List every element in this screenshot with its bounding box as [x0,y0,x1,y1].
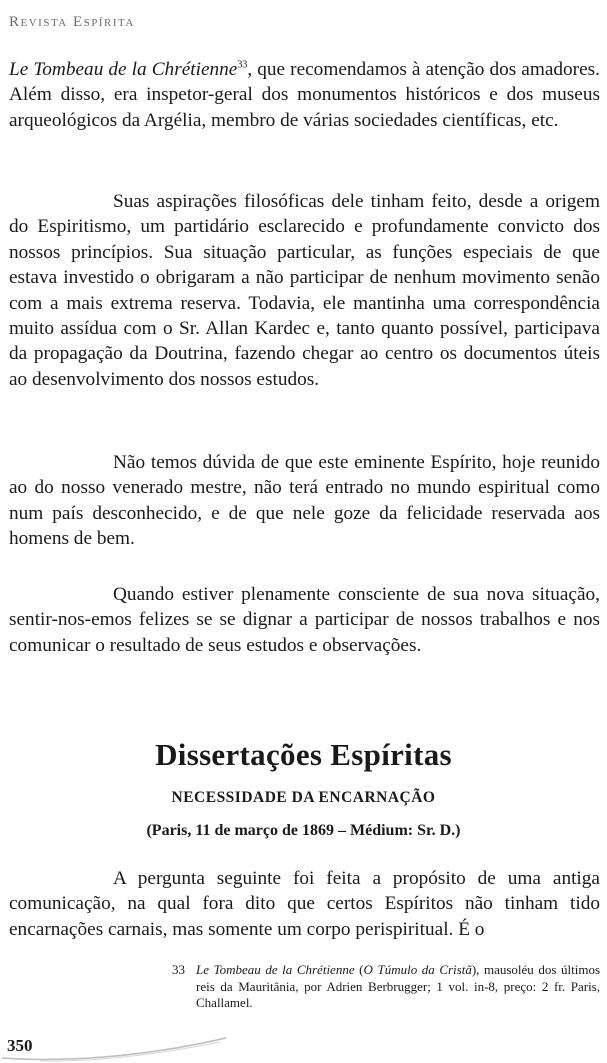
footnote [172,962,600,1012]
page-number: 350 [7,1036,33,1055]
footnote-title-pt: O Túmulo da Cristã [363,962,472,977]
section-subtitle: NECESSIDADE DA ENCARNAÇÃO [171,789,436,806]
section-title: Dissertações Espíritas [155,737,452,772]
session-info: (Paris, 11 de março de 1869 – Médium: Sr. D.) [146,822,461,839]
footnote-paren: ( [354,962,364,977]
paragraph-3: Não temos dúvida de que este eminente Espírito, hoje reunido ao do nosso venerado mestre, não terá entrado no mundo espiritual como num país desconhecido, e de que nele goze da felicidade reservada aos homens de bem. [9,452,600,550]
footnote-reference[interactable]: 33 [237,59,248,71]
running-head: Revista Espírita [9,14,135,30]
paragraph-2: Suas aspirações filosóficas dele tinham feito, desde a origem do Espiritismo, um partidário esclarecido e profundamente convicto dos nossos princípios. Sua situação particular, as funções especiais de que estava investido o obrigaram a não participar de nenhum movimento senão com a mais extrema reserva. Todavia, ele mantinha uma correspondência muito assídua com o Sr. Allan Kardec e, tanto quanto possível, participava da propagação da Doutrina, fazendo chegar ao centro os documentos úteis ao desenvolvimento dos nossos estudos. [9,191,600,390]
footnote-title-fr: Le Tombeau de la Chrétienne [196,962,355,977]
paragraph-1 [9,57,600,133]
page-ornament-swoosh [0,1028,230,1063]
footnote-number: 33 [172,962,185,977]
book-title-italic: Le Tombeau de la Chrétienne [9,59,238,80]
paragraph-4: Quando estiver plenamente consciente de sua nova situação, sentir-nos-emos felizes se se dignar a participar de nossos trabalhos e nos comunicar o resultado de seus estudos e observações. [9,584,600,656]
footnote-text: ), mausoléu dos últimos reis da Mauritânia, por Adrien Berbrugger; 1 vol. in-8, preço: 2 fr. Paris, Challamel. [196,962,601,1010]
paragraph-1-text: , que recomendamos à atenção dos amadores. Além disso, era inspetor-geral dos monumentos históricos e dos museus arqueológicos da Argélia, membro de várias sociedades científicas, etc. [9,59,600,131]
paragraph-5: A pergunta seguinte foi feita a propósito de uma antiga comunicação, na qual fora dito que certos Espíritos não tinham tido encarnações carnais, mas somente um corpo perispiritual. É o [9,868,600,940]
